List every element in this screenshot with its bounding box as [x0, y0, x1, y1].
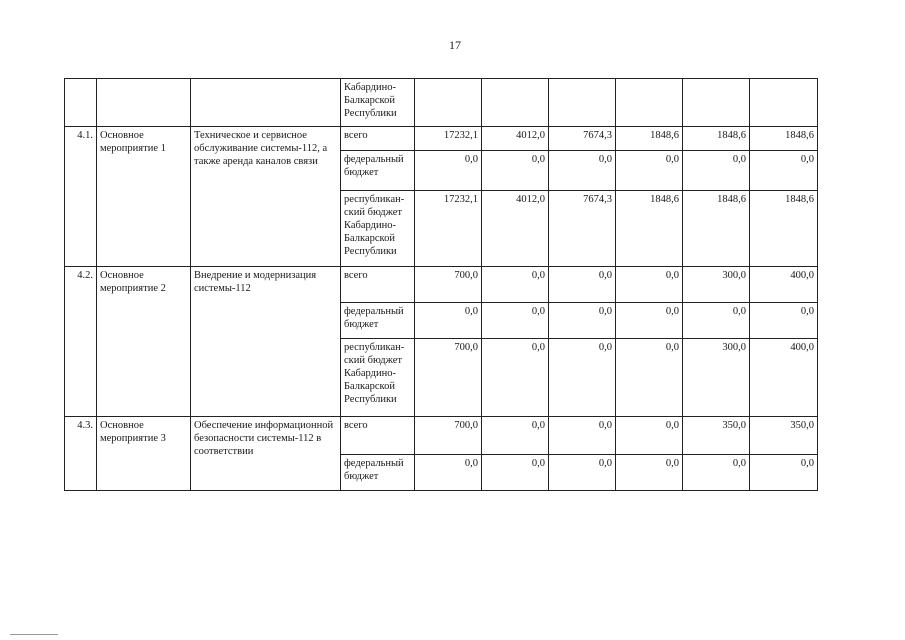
value-cell: 0,0: [482, 151, 549, 191]
value-cell: [415, 79, 482, 127]
scan-edge-line: [10, 634, 58, 635]
funding-source-cell: федеральный бюджет: [341, 303, 415, 339]
value-cell: 0,0: [415, 455, 482, 491]
funding-source-cell: республикан-ский бюджет Кабардино-Балкарской Республики: [341, 191, 415, 267]
table-row-continuation: [65, 79, 818, 127]
funding-source-cell: Кабардино-Балкарской Республики: [341, 79, 415, 127]
value-cell: 400,0: [750, 267, 818, 303]
value-cell: 7674,3: [549, 191, 616, 267]
value-cell: 0,0: [549, 417, 616, 455]
code-cell: 4.3.: [65, 417, 97, 491]
description-cell: Внедрение и модернизация системы-112: [191, 267, 341, 417]
code-cell: [65, 79, 97, 127]
value-cell: 7674,3: [549, 127, 616, 151]
value-cell: 1848,6: [616, 191, 683, 267]
value-cell: 0,0: [415, 303, 482, 339]
value-cell: [616, 79, 683, 127]
value-cell: 0,0: [616, 455, 683, 491]
value-cell: 0,0: [482, 455, 549, 491]
funding-table: [64, 78, 818, 491]
value-cell: 700,0: [415, 339, 482, 417]
value-cell: 0,0: [616, 267, 683, 303]
table-row: [65, 127, 818, 151]
table-row: [65, 267, 818, 303]
value-cell: 4012,0: [482, 127, 549, 151]
value-cell: 1848,6: [683, 127, 750, 151]
funding-source-cell: всего: [341, 127, 415, 151]
value-cell: 0,0: [750, 455, 818, 491]
funding-source-cell: федеральный бюджет: [341, 455, 415, 491]
value-cell: 0,0: [683, 455, 750, 491]
value-cell: 0,0: [616, 417, 683, 455]
code-cell: 4.1.: [65, 127, 97, 267]
value-cell: [683, 79, 750, 127]
value-cell: 0,0: [683, 303, 750, 339]
title-cell: Основное мероприятие 2: [97, 267, 191, 417]
value-cell: 17232,1: [415, 127, 482, 151]
value-cell: 300,0: [683, 339, 750, 417]
title-cell: Основное мероприятие 1: [97, 127, 191, 267]
value-cell: 350,0: [683, 417, 750, 455]
value-cell: 0,0: [482, 417, 549, 455]
value-cell: 0,0: [750, 151, 818, 191]
page-number: 17: [449, 38, 461, 52]
value-cell: 0,0: [482, 339, 549, 417]
value-cell: [750, 79, 818, 127]
value-cell: 0,0: [750, 303, 818, 339]
value-cell: 0,0: [616, 303, 683, 339]
value-cell: 0,0: [549, 339, 616, 417]
value-cell: 0,0: [616, 339, 683, 417]
value-cell: 1848,6: [750, 191, 818, 267]
value-cell: 0,0: [549, 455, 616, 491]
value-cell: [549, 79, 616, 127]
value-cell: 1848,6: [750, 127, 818, 151]
value-cell: 400,0: [750, 339, 818, 417]
value-cell: 1848,6: [683, 191, 750, 267]
description-cell: Техническое и сервисное обслуживание системы-112, а также аренда каналов связи: [191, 127, 341, 267]
value-cell: [482, 79, 549, 127]
value-cell: 350,0: [750, 417, 818, 455]
value-cell: 0,0: [549, 151, 616, 191]
funding-source-cell: всего: [341, 417, 415, 455]
value-cell: 0,0: [549, 303, 616, 339]
value-cell: 17232,1: [415, 191, 482, 267]
value-cell: 1848,6: [616, 127, 683, 151]
table-row: [65, 417, 818, 455]
title-cell: [97, 79, 191, 127]
value-cell: 0,0: [482, 303, 549, 339]
value-cell: 0,0: [549, 267, 616, 303]
value-cell: 700,0: [415, 267, 482, 303]
value-cell: 700,0: [415, 417, 482, 455]
description-cell: [191, 79, 341, 127]
funding-source-cell: всего: [341, 267, 415, 303]
description-cell: Обеспечение информационной безопасности системы-112 в соответствии: [191, 417, 341, 491]
value-cell: 0,0: [415, 151, 482, 191]
code-cell: 4.2.: [65, 267, 97, 417]
value-cell: 300,0: [683, 267, 750, 303]
value-cell: 0,0: [616, 151, 683, 191]
value-cell: 4012,0: [482, 191, 549, 267]
funding-source-cell: республикан-ский бюджет Кабардино-Балкарской Республики: [341, 339, 415, 417]
funding-source-cell: федеральный бюджет: [341, 151, 415, 191]
title-cell: Основное мероприятие 3: [97, 417, 191, 491]
value-cell: 0,0: [482, 267, 549, 303]
value-cell: 0,0: [683, 151, 750, 191]
